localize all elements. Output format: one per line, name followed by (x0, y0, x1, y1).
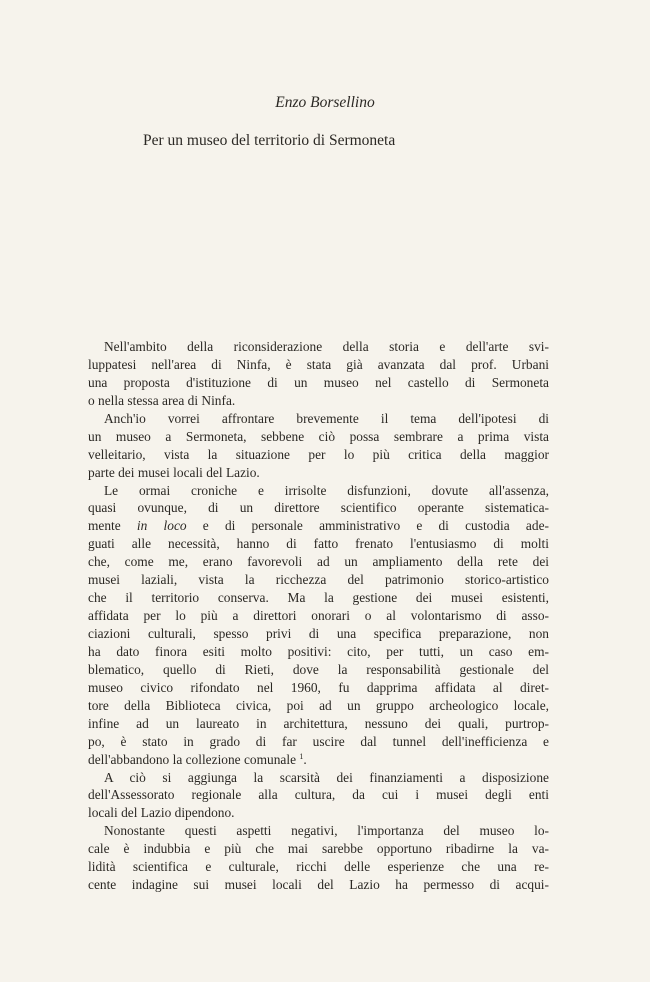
text-line: Le ormai croniche e irrisolte disfunzioni, dovute all'assenza, (104, 482, 549, 498)
article-body (88, 338, 549, 894)
text-line: Anch'io vorrei affrontare brevemente il tema dell'ipotesi di (104, 410, 549, 426)
text-line: quasi ovunque, di un direttore scientifico operante sistematica- (88, 500, 549, 516)
text-line (88, 517, 549, 535)
text-line: luppatesi nell'area di Ninfa, è stata già avanzata dal prof. Urbani (88, 356, 549, 372)
text-line: ha dato finora esiti molto positivi: cito, per tutti, un caso em- (88, 643, 549, 659)
article-title: Per un museo del territorio di Sermoneta (143, 132, 396, 149)
text-line: Nonostante questi aspetti negativi, l'importanza del museo lo- (104, 823, 549, 839)
text-line: velleitario, vista la situazione per lo più critica della maggior (88, 446, 549, 462)
text-line: musei laziali, vista la ricchezza del patrimonio storico-artistico (88, 572, 549, 588)
text-line: un museo a Sermoneta, sebbene ciò possa sembrare a prima vista (88, 428, 549, 444)
text-line: cente indagine sui musei locali del Lazio ha permesso di acqui- (88, 877, 549, 893)
text-segment: mente (88, 518, 137, 534)
author-name: Enzo Borsellino (275, 94, 375, 111)
text-line: A ciò si aggiunga la scarsità dei finanziamenti a disposizione (104, 769, 549, 785)
text-line: una proposta d'istituzione di un museo nel castello di Sermoneta (88, 374, 549, 390)
text-line: affidata per lo più a direttori onorari o al volontarismo di asso- (88, 608, 549, 624)
italic-term: in loco (136, 518, 187, 534)
text-line: locali del Lazio dipendono. (88, 805, 235, 821)
text-line: Nell'ambito della riconsiderazione della storia e dell'arte svi- (104, 339, 549, 354)
footnote-marker: 1 (299, 751, 304, 761)
text-line: dell'Assessorato regionale alla cultura, da cui i musei degli enti (88, 787, 549, 803)
text-line: po, è stato in grado di far uscire dal tunnel dell'inefficienza e (88, 733, 549, 749)
text-line: lidità scientifica e culturale, ricchi delle esperienze che una re- (88, 859, 549, 875)
text-line: tore della Biblioteca civica, poi ad un gruppo archeologico locale, (88, 697, 549, 713)
text-line: ciazioni culturali, spesso privi di una specifica preparazione, non (88, 626, 549, 641)
text-line: parte dei musei locali del Lazio. (88, 464, 260, 480)
text-line: o nella stessa area di Ninfa. (88, 392, 236, 408)
text-line: che il territorio conserva. Ma la gestione dei musei esistenti, (88, 590, 549, 606)
text-segment: . (303, 751, 307, 767)
text-line: guati alle necessità, hanno di fatto frenato l'entusiasmo di molti (88, 536, 549, 552)
text-line: cale è indubbia e più che mai sarebbe opportuno ribadirne la va- (88, 841, 549, 857)
text-line: infine ad un laureato in architettura, nessuno dei quali, purtrop- (88, 715, 549, 731)
text-line: che, come me, erano favorevoli ad un ampliamento della rete dei (88, 554, 549, 570)
text-line: museo civico rifondato nel 1960, fu dapprima affidata al diret- (88, 679, 549, 695)
text-line: blematico, quello di Rieti, dove la responsabilità gestionale del (88, 661, 549, 677)
text-line (88, 751, 549, 769)
text-segment: dell'abbandono la collezione comunale (88, 751, 297, 767)
text-segment: e di personale amministrativo e di custodia ade- (186, 518, 549, 534)
